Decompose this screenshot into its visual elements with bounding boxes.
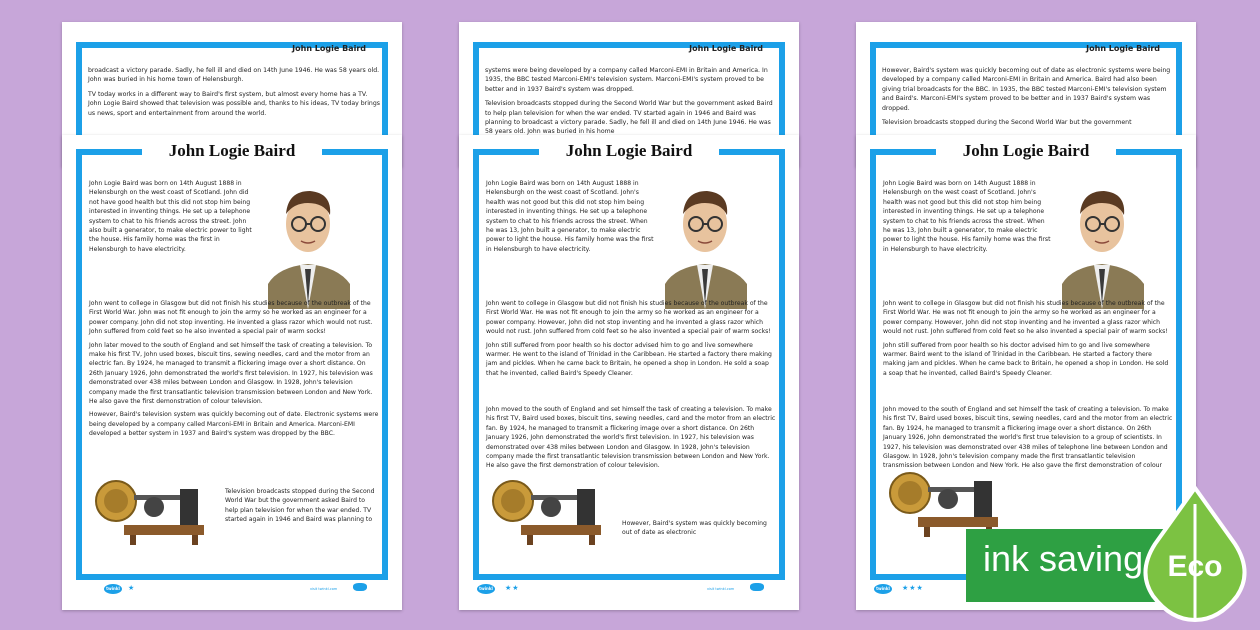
baird-portrait	[655, 179, 755, 309]
website-url: visit twinkl.com	[707, 587, 735, 591]
intro-paragraph	[486, 179, 654, 258]
paragraph: John Logie Baird was born on 14th August 1888 in Helensburgh on the west coast of Scotland. John did not have good health but this did not stop him being interested in inventing things. He set up a telephone system to chat to his friends across the street. John also built a generator, to make electric power to light the house. His family home was the first in Helensburgh to have electricity.	[89, 180, 252, 253]
back-paragraph: systems were being developed by a company called Marconi-EMI in Britain and America. In 1935, the BBC tested Marconi-EMI's television system. Marconi-EMI's system proved to be better and in 1937 Baird's system was dropped.	[485, 67, 768, 93]
difficulty-stars: ★★	[505, 584, 520, 592]
intro-paragraph	[883, 179, 1051, 258]
paragraph: However, Baird's system was quickly becoming out of date as electronic	[622, 520, 767, 537]
body-text	[883, 299, 1173, 382]
twinkl-badge-icon	[750, 583, 764, 591]
paragraph: John Logie Baird was born on 14th August 1888 in Helensburgh on the west coast of Scotland. John's health was not good but this did not stop him being interested in inventing things. He set up a telephone system to chat to his friends across the street. When he was 13, John built a generator, to make electric power to light the house. His family home was the first in Helensburgh to have electricity.	[883, 180, 1051, 253]
front-page-1	[62, 135, 402, 610]
body-text	[486, 299, 776, 382]
twinkl-logo: twinkl	[874, 584, 892, 594]
page-title: John Logie Baird	[962, 141, 1090, 160]
back-paragraph: broadcast a victory parade. Sadly, he fell ill and died on 14th June 1946. He was 58 years old. John was buried in his home town of Helensburgh.	[88, 67, 380, 84]
paragraph: However, Baird's television system was quickly becoming out of date. Electronic systems were being developed by a company called Marconi-EMI in Britain and America. Marconi-EMI developed a better system in 1937 and Baird's system was dropped by the BBC.	[89, 411, 379, 438]
back-paragraph: TV today works in a different way to Baird's first system, but almost every home has a TV. John Logie Baird showed that television was possible and, thanks to his ideas, TV today brings us news, sport and entertainment from around the world.	[88, 90, 380, 117]
body-text	[89, 299, 379, 443]
back-page-header: John Logie Baird	[689, 44, 763, 53]
paragraph: John went to college in Glasgow but did not finish his studies because of the outbreak of the First World War. He was not fit enough to join the army so he worked as an engineer for a power company. However, John did not stop inventing and he invented a glass razor which would not rust. John suffered from cold feet so he also invented a special pair of warm socks!	[883, 300, 1168, 336]
televisor-image	[94, 455, 214, 547]
eco-label: Eco	[1167, 550, 1223, 583]
paragraph: John later moved to the south of England and set himself the task of creating a television. To make his first TV, John used boxes, biscuit tins, sewing needles, card and the motor from an electric fan. By 1924, he managed to transmit a flickering image over a short distance. On 26th January 1926, John demonstrated the world's first television. In 1927, his television was demonstrated over 438 miles between London and Glasgow. In 1928, John's television company made the first transatlantic television transmission between London and New York. He also gave the first demonstration of colour television.	[89, 341, 373, 406]
back-page-header: John Logie Baird	[1086, 44, 1160, 53]
twinkl-logo: twinkl	[104, 584, 122, 594]
paragraph: John Logie Baird was born on 14th August 1888 in Helensburgh on the west coast of Scotland. John's health was not good but this did not stop him being interested in inventing things. He set up a telephone system to chat to his friends across the street. When he was 13, John built a generator, to make electric power to light the house. His family home was the first in Helensburgh to have electricity.	[486, 180, 654, 253]
twinkl-logo: twinkl	[477, 584, 495, 594]
page-title: John Logie Baird	[168, 141, 296, 160]
televisor-image	[491, 455, 611, 547]
paragraph: John moved to the south of England and set himself the task of creating a television. To make his first TV, Baird used boxes, biscuit tins, sewing needles, card and the motor from an electric fan. By 1924, he managed to transmit a flickering image over a short distance. On 26th January 1926, John demonstrated the world's first true television to a group of scientists. In 1927, his television was demonstrated over 438 miles of telephone line between London and Glasgow. In 1928, John's television company made the first transatlantic television transmission between London and New York. He also gave the first demonstration of colour	[883, 406, 1173, 470]
difficulty-stars: ★	[128, 584, 136, 592]
paragraph: John still suffered from poor health so his doctor advised him to go and live somewhere warmer. He went to the island of Trinidad in the Caribbean. He started a factory there making jam and pickles. When he came back to Britain, he opened a shop in London. He sold a soap that he invented, called Baird's Speedy Cleaner.	[486, 341, 772, 377]
back-page-text	[485, 66, 777, 142]
difficulty-stars: ★★★	[902, 584, 924, 592]
eco-drop-icon	[1135, 484, 1255, 624]
back-page-text	[88, 66, 380, 123]
intro-paragraph	[89, 179, 257, 258]
back-page-text	[882, 66, 1174, 132]
twinkl-badge-icon	[353, 583, 367, 591]
front-page-2	[459, 135, 799, 610]
back-paragraph: Television broadcasts stopped during the Second World War but the government asked Baird to help plan television for when the war ended. TV started again in 1946 and Baird was planning to broadcast a victory parade. Sadly, he fell ill and died on 14th June 1946. He was 58 years old. John was buried in his home	[485, 100, 773, 136]
page-title: John Logie Baird	[565, 141, 693, 160]
paragraph: John went to college in Glasgow but did not finish his studies because of the outbreak of the First World War. John was not fit enough to join the army so he worked as an engineer for a power company. John did not stop inventing. He invented a glass razor which would not rust. John suffered from cold feet so he also invented a special pair of warm socks!	[89, 300, 373, 336]
paragraph: Television broadcasts stopped during the Second World War but the government asked Baird to help plan television for when the war ended. TV started again in 1946 and Baird was planning to	[225, 488, 375, 524]
back-paragraph: However, Baird's system was quickly becoming out of date as electronic systems were being developed by a company called Marconi-EMI in Britain and America. Baird had also been giving trial broadcasts for the BBC. In 1935, the BBC tested Marconi-EMI's television system and Baird's. Marconi-EMI's system proved to be better and in 1937 Baird's system was dropped.	[882, 67, 1171, 112]
paragraph: John still suffered from poor health so his doctor advised him to go and live somewhere warmer. Baird went to the island of Trinidad in the Caribbean. He started a factory there making jam and pickles. When he came back to Britain, he opened a shop in London. He sold a soap that he invented, called Baird's Speedy Cleaner.	[883, 341, 1169, 377]
paragraph: John went to college in Glasgow but did not finish his studies because of the outbreak of the First World War. He was not fit enough to join the army so he worked as an engineer for a power company. However, John did not stop inventing and he invented a glass razor which would not rust. John suffered from cold feet so he also invented a special pair of warm socks!	[486, 300, 771, 336]
baird-portrait	[258, 179, 358, 309]
ink-saving-label: ink saving	[983, 538, 1144, 579]
body-text-end	[622, 519, 772, 542]
body-text-end	[225, 487, 375, 529]
televisor-image	[888, 447, 1008, 539]
back-paragraph: Television broadcasts stopped during the Second World War but the government	[882, 119, 1132, 127]
website-url: visit twinkl.com	[310, 587, 338, 591]
back-page-header: John Logie Baird	[292, 44, 366, 53]
paragraph: John moved to the south of England and set himself the task of creating a television. To make his first TV, Baird used boxes, biscuit tins, sewing needles, card and the motor from an electric fan. By 1924, he managed to transmit a flickering image over a short distance. On 26th January 1926, John demonstrated the world's first television. In 1927, his television was demonstrated over 438 miles between London and Glasgow. In 1928, John's television company made the first transatlantic television transmission between London and New York. He also gave the first demonstration of colour television.	[486, 406, 776, 470]
baird-portrait	[1052, 179, 1152, 309]
